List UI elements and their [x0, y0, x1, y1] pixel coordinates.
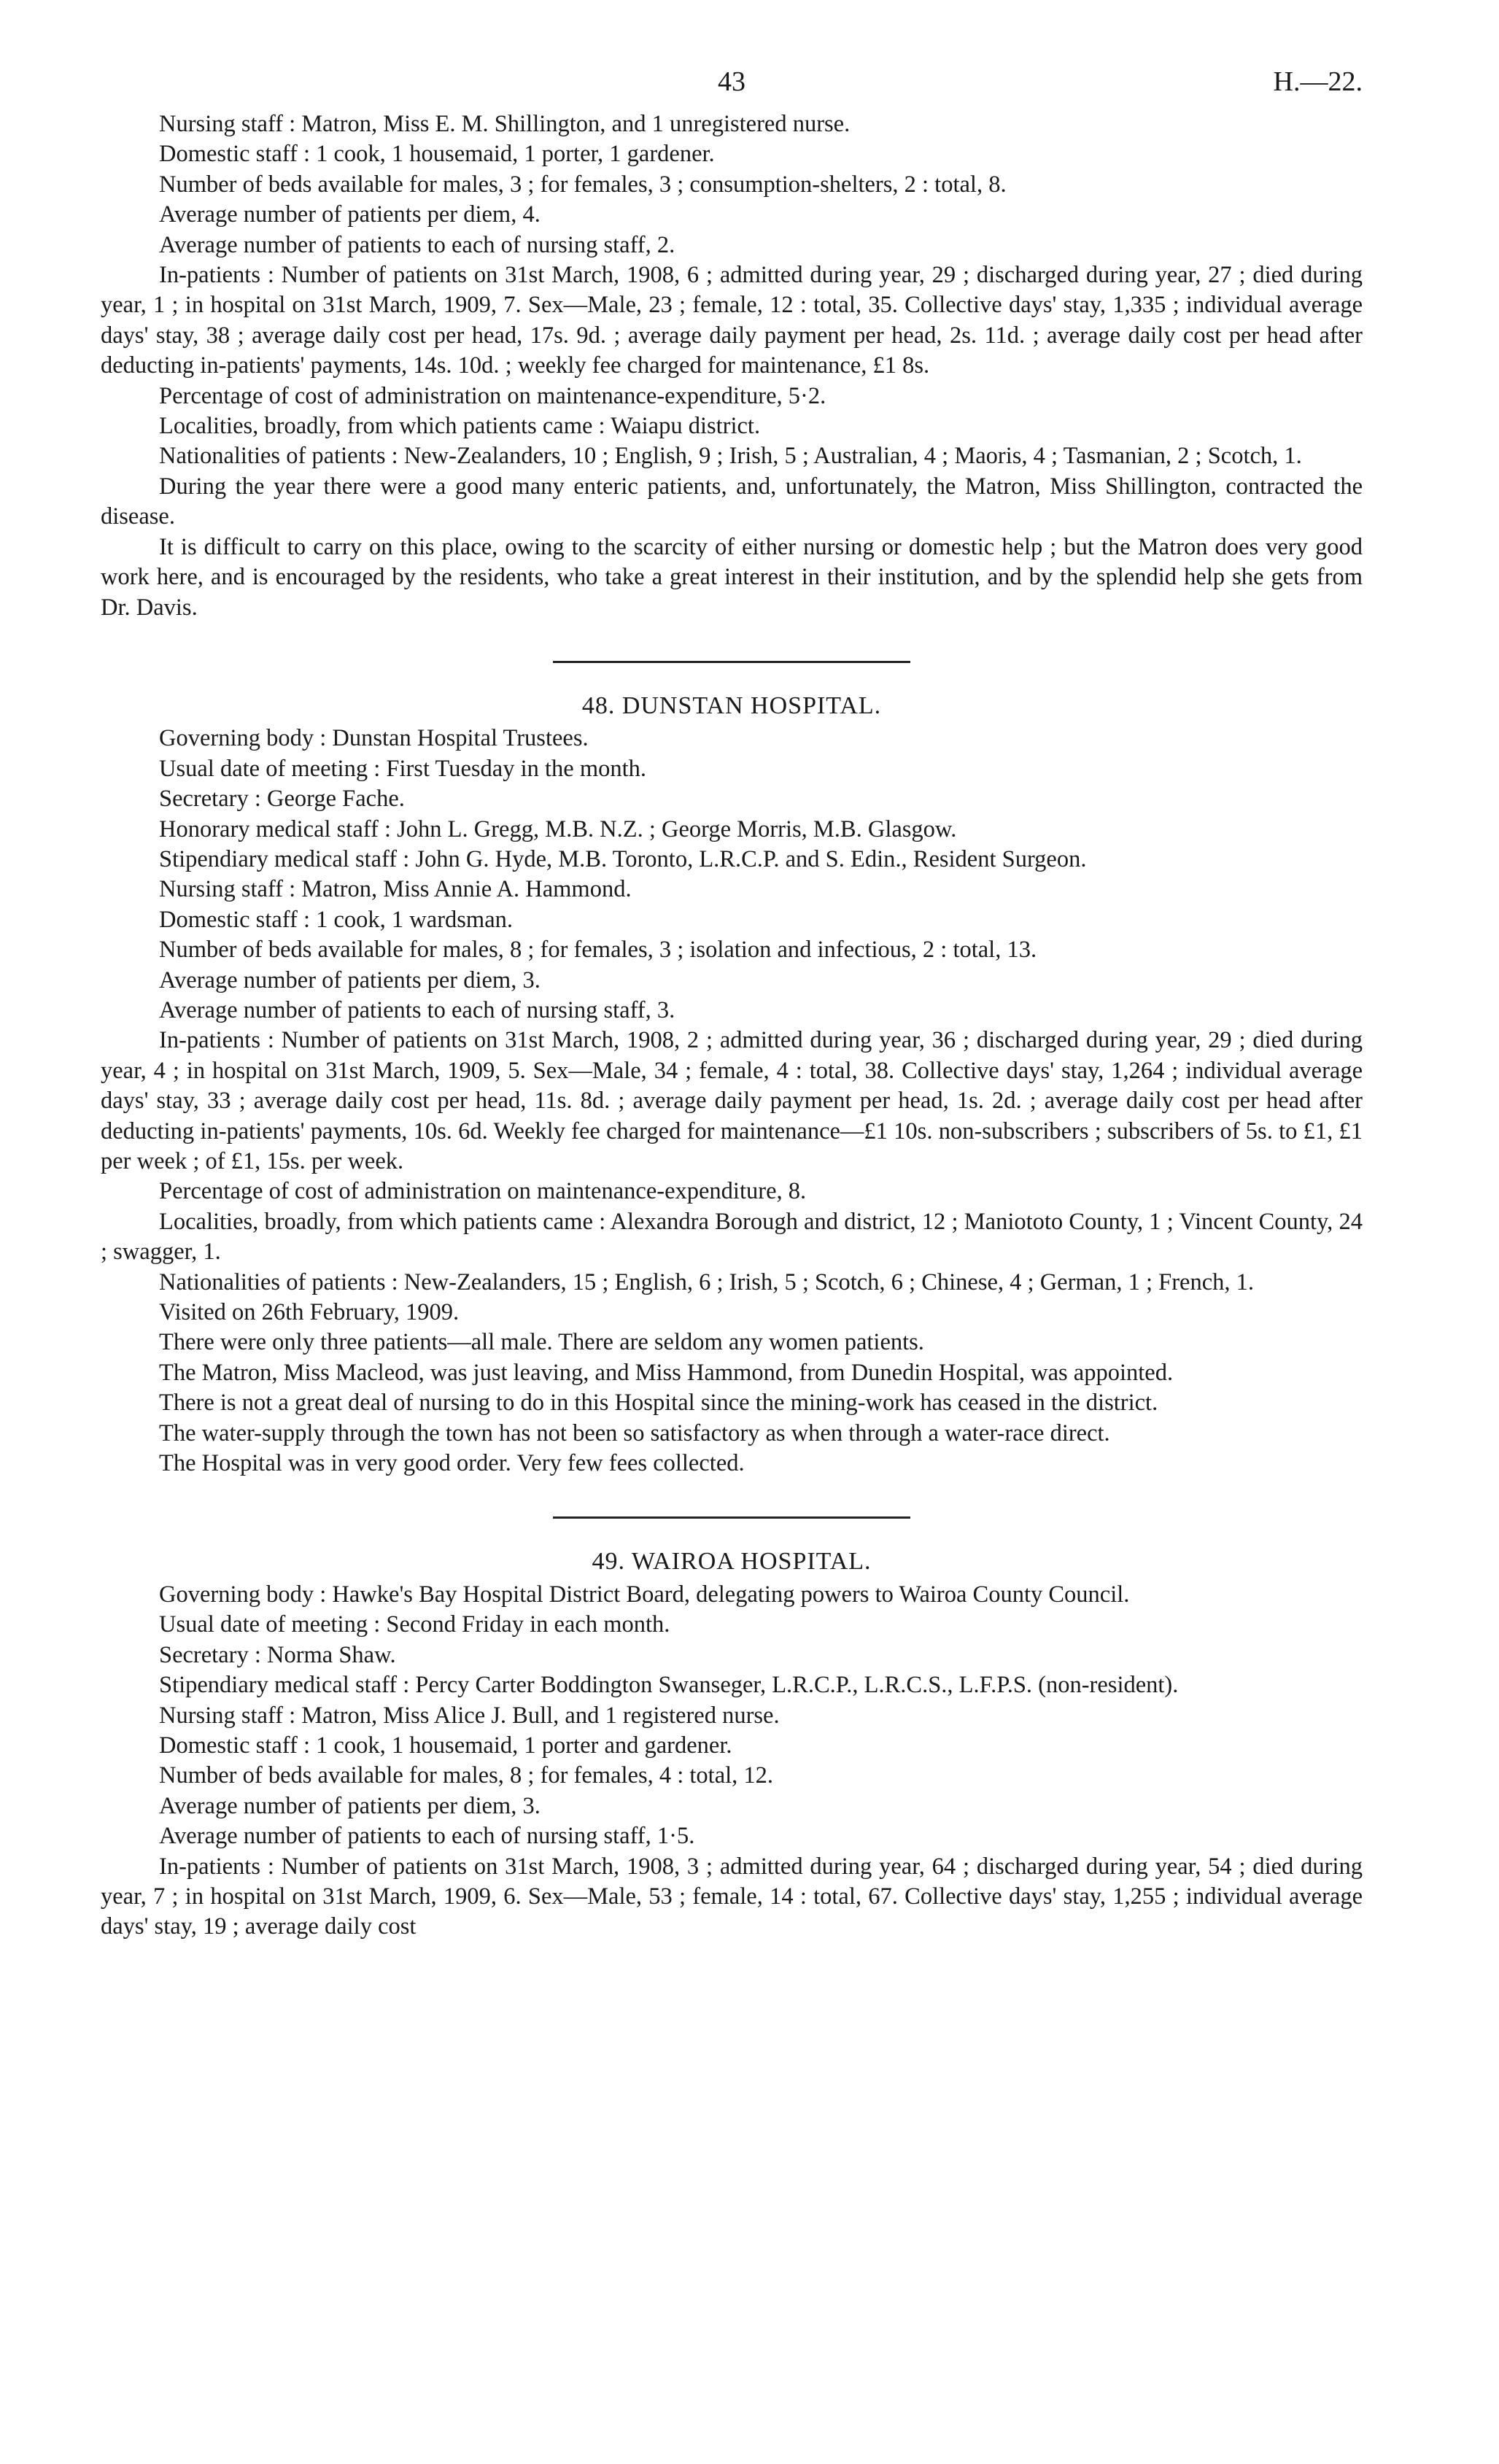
- intro-paragraph: Number of beds available for males, 3 ; for females, 3 ; consumption-shelters, 2 : total, 8.: [159, 171, 1007, 198]
- section-title: 48. DUNSTAN HOSPITAL.: [581, 691, 882, 719]
- section-paragraph: Nursing staff : Matron, Miss Annie A. Hammond.: [159, 876, 632, 903]
- intro-paragraph: It is difficult to carry on this place, owing to the scarcity of either nursing or domestic help ; but the Matron does very good work here, and is encouraged by the residents, who take a great interest in their institution, and by the splendid help she gets from Dr. Davis.: [101, 533, 1363, 621]
- section-paragraph: There were only three patients—all male. There are seldom any women patients.: [159, 1329, 924, 1356]
- section-paragraph: There is not a great deal of nursing to do in this Hospital since the mining-work has ceased in the district.: [159, 1390, 1158, 1417]
- section-divider: [553, 1516, 910, 1519]
- section-paragraph: In-patients : Number of patients on 31st March, 1908, 2 ; admitted during year, 36 ; discharged during year, 29 ; died during year, 4 ; in hospital on 31st March, 1909, 5. Sex—Male, 34 ; female, 4 : total, 38. Collective days' stay, 1,264 ; individual average days' stay, 33 ; average daily cost per head, 11s. 8d. ; average daily payment per head, 1s. 2d. ; average daily cost per head after deducting in-patients' payments, 10s. 6d. Weekly fee charged for maintenance—£1 10s. non-subscribers ; subscribers of 5s. to £1, £1 per week ; of £1, 15s. per week.: [101, 1027, 1363, 1174]
- intro-paragraph: Average number of patients to each of nursing staff, 2.: [159, 231, 675, 258]
- paper-reference: H.—22.: [1273, 66, 1363, 97]
- section-paragraph: Average number of patients to each of nursing staff, 3.: [159, 996, 675, 1023]
- intro-paragraph: In-patients : Number of patients on 31st March, 1908, 6 ; admitted during year, 29 ; discharged during year, 27 ; died during year, 1 ; in hospital on 31st March, 1909, 7. Sex—Male, 23 ; female, 12 : total, 35. Collective days' stay, 1,335 ; individual average days' stay, 38 ; average daily cost per head, 17s. 9d. ; average daily payment per head, 2s. 11d. ; average daily cost per head after deducting in-patients' payments, 14s. 10d. ; weekly fee charged for maintenance, £1 8s.: [101, 262, 1363, 379]
- intro-paragraph: Nursing staff : Matron, Miss E. M. Shillington, and 1 unregistered nurse.: [159, 111, 851, 137]
- section-paragraph: Honorary medical staff : John L. Gregg, M.B. N.Z. ; George Morris, M.B. Glasgow.: [159, 815, 957, 842]
- page-number: 43: [718, 66, 745, 97]
- section-paragraph: Stipendiary medical staff : Percy Carter Boddington Swanseger, L.R.C.P., L.R.C.S., L.F.P.S. (non-resident).: [159, 1672, 1179, 1699]
- section-paragraph: Governing body : Hawke's Bay Hospital District Board, delegating powers to Wairoa County Council.: [159, 1581, 1130, 1608]
- section-paragraph: Domestic staff : 1 cook, 1 wardsman.: [159, 906, 513, 933]
- section-paragraph: Localities, broadly, from which patients came : Alexandra Borough and district, 12 ; Maniototo County, 1 ; Vincent County, 24 ; swagger, 1.: [101, 1208, 1363, 1266]
- section-paragraph: Nursing staff : Matron, Miss Alice J. Bull, and 1 registered nurse.: [159, 1702, 780, 1729]
- section-paragraph: Governing body : Dunstan Hospital Trustees.: [159, 725, 589, 752]
- intro-paragraph: Nationalities of patients : New-Zealanders, 10 ; English, 9 ; Irish, 5 ; Australian, 4 ; Maoris, 4 ; Tasmanian, 2 ; Scotch, 1.: [159, 443, 1302, 470]
- section-paragraph: Average number of patients per diem, 3.: [159, 1792, 541, 1819]
- wairoa-hospital-section: [101, 1546, 1363, 1942]
- section-paragraph: The Matron, Miss Macleod, was just leaving, and Miss Hammond, from Dunedin Hospital, was appointed.: [159, 1359, 1174, 1386]
- section-paragraph: Secretary : Norma Shaw.: [159, 1641, 396, 1668]
- intro-paragraph: Average number of patients per diem, 4.: [159, 201, 541, 228]
- section-title: 49. WAIROA HOSPITAL.: [592, 1548, 872, 1576]
- intro-section: [101, 109, 1363, 623]
- intro-paragraph: Domestic staff : 1 cook, 1 housemaid, 1 porter, 1 gardener.: [159, 141, 715, 168]
- section-paragraph: Secretary : George Fache.: [159, 786, 405, 813]
- intro-paragraph: Localities, broadly, from which patients came : Waiapu district.: [159, 413, 761, 440]
- section-paragraph: Domestic staff : 1 cook, 1 housemaid, 1 porter and gardener.: [159, 1732, 732, 1759]
- dunstan-hospital-section: [101, 691, 1363, 1479]
- section-paragraph: Stipendiary medical staff : John G. Hyde, M.B. Toronto, L.R.C.P. and S. Edin., Resident Surgeon.: [159, 845, 1087, 872]
- page-header: [101, 66, 1363, 109]
- section-divider: [553, 661, 910, 663]
- section-paragraph: Visited on 26th February, 1909.: [159, 1299, 460, 1326]
- section-paragraph: The water-supply through the town has not been so satisfactory as when through a water-race direct.: [159, 1419, 1110, 1446]
- section-paragraph: Usual date of meeting : Second Friday in each month.: [159, 1611, 670, 1638]
- intro-paragraph: During the year there were a good many enteric patients, and, unfortunately, the Matron, Miss Shillington, contracted the disease.: [101, 473, 1363, 530]
- section-paragraph: Average number of patients per diem, 3.: [159, 966, 541, 993]
- section-paragraph: Nationalities of patients : New-Zealanders, 15 ; English, 6 ; Irish, 5 ; Scotch, 6 ; Chinese, 4 ; German, 1 ; French, 1.: [159, 1268, 1255, 1295]
- intro-paragraph: Percentage of cost of administration on maintenance-expenditure, 5·2.: [159, 382, 826, 409]
- section-paragraph: Number of beds available for males, 8 ; for females, 3 ; isolation and infectious, 2 : total, 13.: [159, 937, 1037, 964]
- section-paragraph: The Hospital was in very good order. Very few fees collected.: [159, 1450, 745, 1477]
- section-paragraph: Usual date of meeting : First Tuesday in the month.: [159, 755, 647, 782]
- section-paragraph: Number of beds available for males, 8 ; for females, 4 : total, 12.: [159, 1762, 774, 1789]
- section-paragraph: Percentage of cost of administration on maintenance-expenditure, 8.: [159, 1178, 807, 1205]
- document-page: [101, 66, 1363, 2429]
- section-paragraph: In-patients : Number of patients on 31st March, 1908, 3 ; admitted during year, 64 ; discharged during year, 54 ; died during year, 7 ; in hospital on 31st March, 1909, 6. Sex—Male, 53 ; female, 14 : total, 67. Collective days' stay, 1,255 ; individual average days' stay, 19 ; average daily cost: [101, 1853, 1363, 1940]
- section-paragraph: Average number of patients to each of nursing staff, 1·5.: [159, 1823, 695, 1850]
